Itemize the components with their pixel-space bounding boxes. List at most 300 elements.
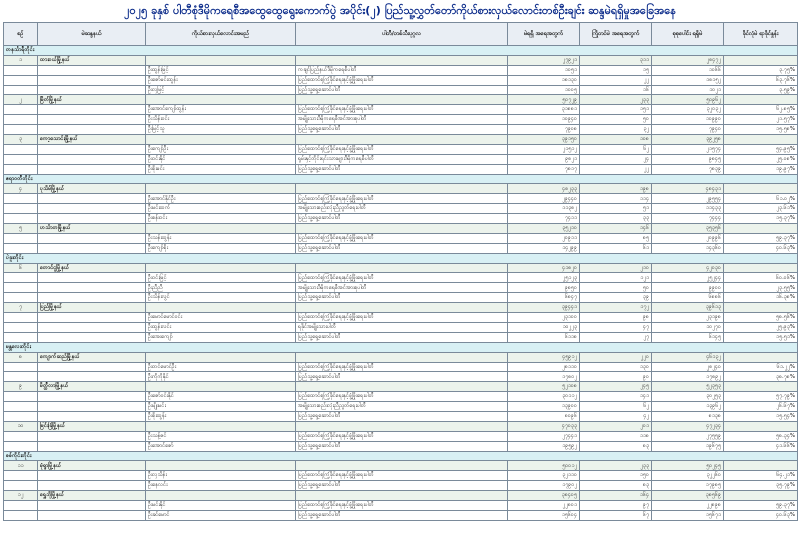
row-number-empty — [4, 471, 38, 481]
value-cell: ၃၀၁၁၂ — [508, 392, 580, 402]
value-cell: ၆၈၄၇ — [508, 293, 580, 303]
total-cell: ၃၉၁၅၀ — [508, 135, 580, 145]
value-cell: ၅၁ — [580, 204, 652, 214]
candidate-name: ဦးမောင်မောင်ဝင်း — [146, 313, 296, 323]
value-cell: ၁၅ — [580, 65, 652, 75]
value-cell: ၃၅.၇၉% — [724, 481, 798, 491]
value-cell: ၁၃၉၆၂ — [652, 402, 724, 412]
value-cell: ၃၁၈၈၁ — [508, 105, 580, 115]
party-name: ပြည်သူ့ရှေ့ဆောင်ပါတီ — [296, 293, 508, 303]
row-number-empty — [4, 164, 38, 174]
table-row — [4, 233, 798, 243]
value-cell: ၅၇.၇၉% — [724, 392, 798, 402]
value-cell: ၂၅၂၄၄ — [652, 273, 724, 283]
party-name: ပြည်ထောင်စုကြံ့ခိုင်ရေးနှင့်ဖွံ့ဖြိုးရေးပါတီ — [296, 194, 508, 204]
candidate-cell-empty — [146, 421, 296, 431]
value-cell: ၅၀ — [580, 115, 652, 125]
row-number-empty — [4, 125, 38, 135]
party-name: ပြည်သူ့ရှေ့ဆောင်ပါတီ — [296, 214, 508, 224]
total-cell: ၃၉၂၅၈ — [652, 135, 724, 145]
row-number: ၁၂ — [4, 491, 38, 501]
value-cell: ၃၉ — [580, 293, 652, 303]
candidate-name: ဦးအောင်ကျော်ထွန်း — [146, 105, 296, 115]
region-row — [4, 174, 798, 184]
total-cell: ၁၀၈ — [580, 135, 652, 145]
constituency-empty — [38, 471, 146, 481]
row-number-empty — [4, 105, 38, 115]
table-row — [4, 194, 798, 204]
value-cell: ၇၉၀၈ — [508, 125, 580, 135]
total-cell — [724, 352, 798, 362]
constituency-row — [4, 224, 798, 234]
table-row — [4, 164, 798, 174]
candidate-name: ဦးအေးကျော် — [146, 332, 296, 342]
party-cell-empty — [296, 382, 508, 392]
party-name: ပြည်ထောင်စုကြံ့ခိုင်ရေးနှင့်ဖွံ့ဖြိုးရေးပါတီ — [296, 392, 508, 402]
table-row — [4, 392, 798, 402]
value-cell: ၂၁၅၁၂ — [508, 144, 580, 154]
constituency-name: ကော့သောင်းမြို့နယ် — [38, 135, 146, 145]
candidate-name: ဦးသန်းထွန်း — [146, 233, 296, 243]
value-cell: ၂၁၅၇၄ — [652, 144, 724, 154]
table-row — [4, 510, 798, 520]
row-number: ၅ — [4, 224, 38, 234]
row-number-empty — [4, 500, 38, 510]
total-cell: ၃၅၃၅၆ — [652, 224, 724, 234]
constituency-empty — [38, 283, 146, 293]
value-cell: ၁၅၁ — [580, 105, 652, 115]
candidate-name: ဦးခင်မောင် — [146, 510, 296, 520]
row-number-empty — [4, 431, 38, 441]
value-cell: ၁၅၆၀၄ — [508, 510, 580, 520]
row-number-empty — [4, 313, 38, 323]
constituency-empty — [38, 75, 146, 85]
candidate-name: ဦးမင်းထက် — [146, 204, 296, 214]
total-cell: ၄၁၈၂၀ — [508, 263, 580, 273]
row-number-empty — [4, 204, 38, 214]
total-cell — [724, 263, 798, 273]
party-name: ပြည်သူ့ရှေ့ဆောင်ပါတီ — [296, 332, 508, 342]
value-cell: ၆၇ — [580, 510, 652, 520]
value-cell: ၆၁.၀၂% — [724, 194, 798, 204]
total-cell: ၂၂၀ — [580, 352, 652, 362]
total-cell: ၃၈၄၀၅ — [508, 491, 580, 501]
value-cell: ၂၉၅၅၄ — [652, 194, 724, 204]
party-name: ပြည်သူ့ရှေ့ဆောင်ပါတီ — [296, 372, 508, 382]
value-cell: ၂၇ — [580, 332, 652, 342]
total-cell: ၁၄၆ — [580, 224, 652, 234]
row-number: ၁၀ — [4, 421, 38, 431]
value-cell: ၂၈၁၁၀ — [508, 362, 580, 372]
total-cell: ၁၇၂ — [580, 303, 652, 313]
party-name: ပြည်ထောင်စုကြံ့ခိုင်ရေးနှင့်ဖွံ့ဖြိုးရေးပါတီ — [296, 313, 508, 323]
row-number: ၆ — [4, 263, 38, 273]
value-cell: ၃၈.၇၈% — [724, 372, 798, 382]
row-number: ၂ — [4, 95, 38, 105]
candidate-name: ဦးတင်မောင်ဦး — [146, 362, 296, 372]
row-number: ၈ — [4, 352, 38, 362]
value-cell: ၁၄၃၆၀ — [652, 243, 724, 253]
party-name: ပြည်သူ့ရှေ့ဆောင်ပါတီ — [296, 85, 508, 95]
value-cell: ၂၅.၀၈% — [724, 154, 798, 164]
party-cell-empty — [296, 263, 508, 273]
candidate-cell-empty — [146, 303, 296, 313]
constituency-empty — [38, 372, 146, 382]
col-header-no: စဉ် — [4, 23, 38, 46]
value-cell: ၁၉၆၇၅ — [652, 441, 724, 451]
value-cell: ၆၁၁၈ — [508, 332, 580, 342]
party-name: ပြည်ထောင်စုကြံ့ခိုင်ရေးနှင့်ဖွံ့ဖြိုးရေးပါတီ — [296, 500, 508, 510]
constituency-empty — [38, 510, 146, 520]
value-cell: ၁၆ — [580, 85, 652, 95]
row-number-empty — [4, 233, 38, 243]
value-cell: ၇၄၄၄ — [652, 214, 724, 224]
party-name: ရခိုင်အမျိုးသားပါတီ — [296, 322, 508, 332]
value-cell: ၂၅၁၂၃ — [508, 273, 580, 283]
table-row — [4, 441, 798, 451]
candidate-name: ဦးစိုးမင်း — [146, 164, 296, 174]
value-cell: ၁၅၆၇၁ — [652, 510, 724, 520]
value-cell: ၁၁၈ — [580, 431, 652, 441]
candidate-name: ဦးဇော်မင်းထွန်း — [146, 75, 296, 85]
total-cell — [724, 95, 798, 105]
constituency-empty — [38, 204, 146, 214]
value-cell: ၁၆.၃၈% — [724, 293, 798, 303]
table-row — [4, 85, 798, 95]
region-row — [4, 253, 798, 263]
value-cell: ၁၇၉၈၅ — [652, 481, 724, 491]
col-header-percent: ခိုင်လုံမဲ ရာခိုင်နှုန်း — [724, 23, 798, 46]
constituency-name: မိတ္ထီလာမြို့နယ် — [38, 382, 146, 392]
total-cell: ၄၅၉၁၂ — [508, 352, 580, 362]
row-number-empty — [4, 65, 38, 75]
candidate-cell-empty — [146, 135, 296, 145]
party-name: ပြည်ထောင်စုကြံ့ခိုင်ရေးနှင့်ဖွံ့ဖြိုးရေးပါတီ — [296, 233, 508, 243]
candidate-cell-empty — [146, 184, 296, 194]
total-cell: ၂၃၃ — [580, 461, 652, 471]
total-cell: ၃၈၅၆၉ — [652, 491, 724, 501]
table-row — [4, 243, 798, 253]
total-cell — [724, 382, 798, 392]
value-cell: ၄၂ — [580, 411, 652, 421]
value-cell: ၉၀ — [580, 372, 652, 382]
value-cell: ၂၂ — [580, 164, 652, 174]
value-cell: ၉၈၄၅ — [652, 154, 724, 164]
total-cell: ၄၈၂၃၃ — [508, 184, 580, 194]
value-cell: ၃၂ — [580, 125, 652, 135]
constituency-empty — [38, 154, 146, 164]
col-header-total-votes: စုစုပေါင်း ရရှိမဲ — [652, 23, 724, 46]
value-cell: ၅၈.၃၄% — [724, 431, 798, 441]
total-cell — [724, 184, 798, 194]
value-cell: ၆၂.၈၅% — [724, 105, 798, 115]
table-row — [4, 402, 798, 412]
row-number: ၇ — [4, 303, 38, 313]
header-row — [4, 23, 798, 46]
row-number-empty — [4, 510, 38, 520]
region-row — [4, 451, 798, 461]
value-cell: ၅၉.၃၇% — [724, 500, 798, 510]
party-name: ပြည်ထောင်စုကြံ့ခိုင်ရေးနှင့်ဖွံ့ဖြိုးရေးပါတီ — [296, 75, 508, 85]
value-cell: ၁၅.၅၄% — [724, 411, 798, 421]
row-number-empty — [4, 332, 38, 342]
row-number-empty — [4, 372, 38, 382]
party-cell-empty — [296, 491, 508, 501]
party-name: ပြည်သူ့ရှေ့ဆောင်ပါတီ — [296, 125, 508, 135]
row-number-empty — [4, 392, 38, 402]
results-table — [3, 22, 798, 521]
value-cell: ၄၀.၆၃% — [724, 510, 798, 520]
constituency-empty — [38, 115, 146, 125]
total-cell: ၄၆၁၃၂ — [652, 352, 724, 362]
region-row — [4, 46, 798, 56]
value-cell: ၂၃၁၀၀ — [508, 313, 580, 323]
total-cell: ၂၈၄၇၂ — [652, 55, 724, 65]
party-name: ပြည်သူ့ရှေ့ဆောင်ပါတီ — [296, 441, 508, 451]
value-cell: ၁၄၂၉၉ — [508, 243, 580, 253]
constituency-name: ပုသိမ်မြို့နယ် — [38, 184, 146, 194]
total-cell: ၃၉၄၄၁ — [508, 303, 580, 313]
total-cell: ၃၉၆၁၃ — [652, 303, 724, 313]
party-name: ရှမ်းနှင့်တိုင်းရင်းသားများဒီမိုကရေစီပါတီ — [296, 154, 508, 164]
value-cell: ၁၁၃၈၂ — [508, 204, 580, 214]
row-number-empty — [4, 441, 38, 451]
party-name: ပြည်ထောင်စုကြံ့ခိုင်ရေးနှင့်ဖွံ့ဖြိုးရေးပါတီ — [296, 362, 508, 372]
region-label: မန္တလေးတိုင်း — [4, 342, 798, 352]
row-number-empty — [4, 243, 38, 253]
table-row — [4, 431, 798, 441]
value-cell: ၁၇၈၉၂ — [652, 372, 724, 382]
candidate-name: ဦးလှမြင့် — [146, 85, 296, 95]
constituency-row — [4, 491, 798, 501]
value-cell: ၄၇ — [580, 322, 652, 332]
table-row — [4, 481, 798, 491]
page-title: ၂၀၂၅ ခုနှစ် ပါတီစုံဒီမိုကရေစီအထွေထွေရွေးကောက်ပွဲ အပိုင်း(၂) ပြည်သူ့လွှတ်တော်ကိုယ်စားလှယ်လောင်းတစ်ဦးချင်း ဆန္ဒမဲရရှိမှုအခြေအနေ — [124, 4, 676, 17]
value-cell: ၃၂၂၆၀ — [652, 471, 724, 481]
constituency-empty — [38, 144, 146, 154]
constituency-name: ထားဝယ်မြို့နယ် — [38, 55, 146, 65]
value-cell: ၂၃၁၉၈ — [652, 313, 724, 323]
value-cell: ၁၉.၉၇% — [724, 164, 798, 174]
value-cell: ၇၉၄၀ — [652, 125, 724, 135]
row-number-empty — [4, 144, 38, 154]
party-cell-empty — [296, 224, 508, 234]
region-label: ဧရာဝတီတိုင်း — [4, 174, 798, 184]
constituency-empty — [38, 332, 146, 342]
constituency-name: တောင်ငူမြို့နယ် — [38, 263, 146, 273]
candidate-name: ဦးသိန်းလွင် — [146, 293, 296, 303]
value-cell: ၉၈၅၀ — [508, 283, 580, 293]
row-number-empty — [4, 273, 38, 283]
total-cell: ၂၇၉၂၁ — [508, 55, 580, 65]
candidate-name: ဦးစန်းဝင်း — [146, 214, 296, 224]
candidate-name: ဦးကိုကိုနိုင် — [146, 372, 296, 382]
party-name: အမျိုးသားဒီမိုကရေစီအင်အားစုပါတီ — [296, 115, 508, 125]
value-cell: ၁၁၄ — [580, 194, 652, 204]
col-header-advance-votes: ကြိုတင်မဲ အရေအတွက် — [580, 23, 652, 46]
value-cell: ၈၃ — [580, 481, 652, 491]
candidate-name: ဦးဝင်းမြင့် — [146, 273, 296, 283]
total-cell: ၅၀၀၁၂ — [508, 461, 580, 471]
total-cell: ၅၂၃၅၃ — [652, 382, 724, 392]
constituency-row — [4, 95, 798, 105]
value-cell: ၁၅၀ — [580, 471, 652, 481]
value-cell: ၁၈၁၅၂ — [652, 75, 724, 85]
value-cell: ၁၇၈၀၂ — [508, 372, 580, 382]
table-row — [4, 154, 798, 164]
total-cell: ၅၀၇၂၉ — [508, 95, 580, 105]
constituency-name: ရွှေဘိုမြို့နယ် — [38, 491, 146, 501]
constituency-empty — [38, 322, 146, 332]
value-cell: ၈၁၃၈ — [652, 411, 724, 421]
total-cell — [724, 461, 798, 471]
value-cell: ၁၅.၅၈% — [724, 125, 798, 135]
value-cell: ၄၁.၆၆% — [724, 441, 798, 451]
value-cell: ၆၃.၇၆% — [724, 75, 798, 85]
value-cell: ၂၃.၆၁% — [724, 204, 798, 214]
value-cell: ၅၉.၃၇% — [724, 233, 798, 243]
total-cell — [724, 55, 798, 65]
constituency-empty — [38, 441, 146, 451]
table-row — [4, 313, 798, 323]
row-number: ၄ — [4, 184, 38, 194]
total-cell: ၁၆၄ — [580, 491, 652, 501]
constituency-empty — [38, 481, 146, 491]
total-cell: ၅၀၉၆၂ — [652, 95, 724, 105]
constituency-empty — [38, 65, 146, 75]
candidate-name: ဦးသိန်းဝင်း — [146, 115, 296, 125]
value-cell: ၄၀.၆၃% — [724, 243, 798, 253]
value-cell: ၁၉၅၉၂ — [508, 441, 580, 451]
constituency-empty — [38, 125, 146, 135]
row-number-empty — [4, 115, 38, 125]
candidate-name: ဦးအောင်ဇော် — [146, 441, 296, 451]
value-cell: ၆၁ — [580, 243, 652, 253]
constituency-empty — [38, 243, 146, 253]
candidate-name: ဦးနေလင်း — [146, 481, 296, 491]
value-cell: ၃၃ — [580, 214, 652, 224]
value-cell: ၆၀.၀၆% — [724, 273, 798, 283]
value-cell: ၃၂၀၃၂ — [652, 105, 724, 115]
value-cell: ၂၂ — [580, 75, 652, 85]
value-cell: ၅၈.၅၆% — [724, 313, 798, 323]
table-row — [4, 500, 798, 510]
table-row — [4, 214, 798, 224]
candidate-name: ဦးကျော်စိုး — [146, 243, 296, 253]
party-name: ပြည်ထောင်စုကြံ့ခိုင်ရေးနှင့်ဖွံ့ဖြိုးရေးပါတီ — [296, 471, 508, 481]
row-number-empty — [4, 402, 38, 412]
value-cell: ၁၂၁ — [580, 273, 652, 283]
table-row — [4, 115, 798, 125]
candidate-cell-empty — [146, 461, 296, 471]
value-cell: ၁၀၆၆ — [652, 65, 724, 75]
candidate-cell-empty — [146, 55, 296, 65]
row-number: ၃ — [4, 135, 38, 145]
value-cell: ၃.၇၅% — [724, 65, 798, 75]
party-name: အမျိုးသားစည်းလုံးညီညွတ်ရေးပါတီ — [296, 402, 508, 412]
constituency-empty — [38, 402, 146, 412]
row-number-empty — [4, 154, 38, 164]
value-cell: ၉၈၂၁ — [508, 154, 580, 164]
value-cell: ၅၀ — [580, 283, 652, 293]
party-cell-empty — [296, 95, 508, 105]
party-cell-empty — [296, 55, 508, 65]
party-name: ပြည်ထောင်စုကြံ့ခိုင်ရေးနှင့်ဖွံ့ဖြိုးရေးပါတီ — [296, 105, 508, 115]
total-cell: ၂၃၃ — [580, 95, 652, 105]
value-cell: ၆၈၈၆ — [652, 293, 724, 303]
row-number: ၁၁ — [4, 461, 38, 471]
row-number-empty — [4, 362, 38, 372]
table-row — [4, 144, 798, 154]
constituency-row — [4, 352, 798, 362]
col-header-party: ပါတီ/တစ်သီးပုဂ္ဂလ — [296, 23, 508, 46]
candidate-name: ဦးစိုးထွန်း — [146, 411, 296, 421]
value-cell: ၂၇၅၅၉ — [652, 431, 724, 441]
constituency-row — [4, 303, 798, 313]
table-row — [4, 125, 798, 135]
candidate-cell-empty — [146, 491, 296, 501]
constituency-empty — [38, 500, 146, 510]
value-cell: ၁၀၂၁ — [652, 85, 724, 95]
value-cell: ၆၂ — [580, 144, 652, 154]
candidate-cell-empty — [146, 95, 296, 105]
value-cell: ၉၉၀၀ — [652, 283, 724, 293]
total-cell — [724, 224, 798, 234]
value-cell: ၁၀၉၄၀ — [508, 115, 580, 125]
value-cell: ၉၈ — [580, 313, 652, 323]
total-cell — [724, 135, 798, 145]
table-row — [4, 65, 798, 75]
constituency-name: ဟင်္သာတမြို့နယ် — [38, 224, 146, 234]
value-cell: ၁၅.၅၁% — [724, 332, 798, 342]
constituency-row — [4, 421, 798, 431]
total-cell: ၄၇၂၃၄ — [652, 421, 724, 431]
row-number: ၁ — [4, 55, 38, 65]
total-cell: ၅၀၂၄၅ — [652, 461, 724, 471]
candidate-cell-empty — [146, 224, 296, 234]
party-name: ပြည်သူ့ရှေ့ဆောင်ပါတီ — [296, 510, 508, 520]
value-cell: ၃၀၂၅၃ — [652, 392, 724, 402]
total-cell: ၃၅၂၁၀ — [508, 224, 580, 234]
constituency-empty — [38, 293, 146, 303]
constituency-empty — [38, 431, 146, 441]
region-label: ပဲခူးတိုင်း — [4, 253, 798, 263]
party-name: အမျိုးသားစည်းလုံးညီညွတ်ရေးပါတီ — [296, 204, 508, 214]
constituency-row — [4, 135, 798, 145]
candidate-name: ဦးဝင်းနိုင် — [146, 154, 296, 164]
candidate-name: ဦးမင်းနိုင် — [146, 500, 296, 510]
value-cell: ၁၃၀ — [580, 362, 652, 372]
row-number-empty — [4, 214, 38, 224]
total-cell: ၅၂၁၀၈ — [508, 382, 580, 392]
table-row — [4, 204, 798, 214]
party-name: ပြည်သူ့ရှေ့ဆောင်ပါတီ — [296, 243, 508, 253]
value-cell: ၁၇၉၀၂ — [508, 481, 580, 491]
constituency-empty — [38, 164, 146, 174]
candidate-name: ဦးအောင်နိုင်ဦး — [146, 194, 296, 204]
value-cell: ၇၈၁၇ — [508, 164, 580, 174]
row-number-empty — [4, 481, 38, 491]
candidate-cell-empty — [146, 352, 296, 362]
constituency-row — [4, 184, 798, 194]
value-cell: ၃.၅၉% — [724, 85, 798, 95]
constituency-row — [4, 461, 798, 471]
party-cell-empty — [296, 421, 508, 431]
value-cell: ၈၀၉၆ — [508, 411, 580, 421]
constituency-empty — [38, 194, 146, 204]
candidate-name: ဦးသန့်ဇင် — [146, 431, 296, 441]
value-cell: ၆၂ — [580, 402, 652, 412]
